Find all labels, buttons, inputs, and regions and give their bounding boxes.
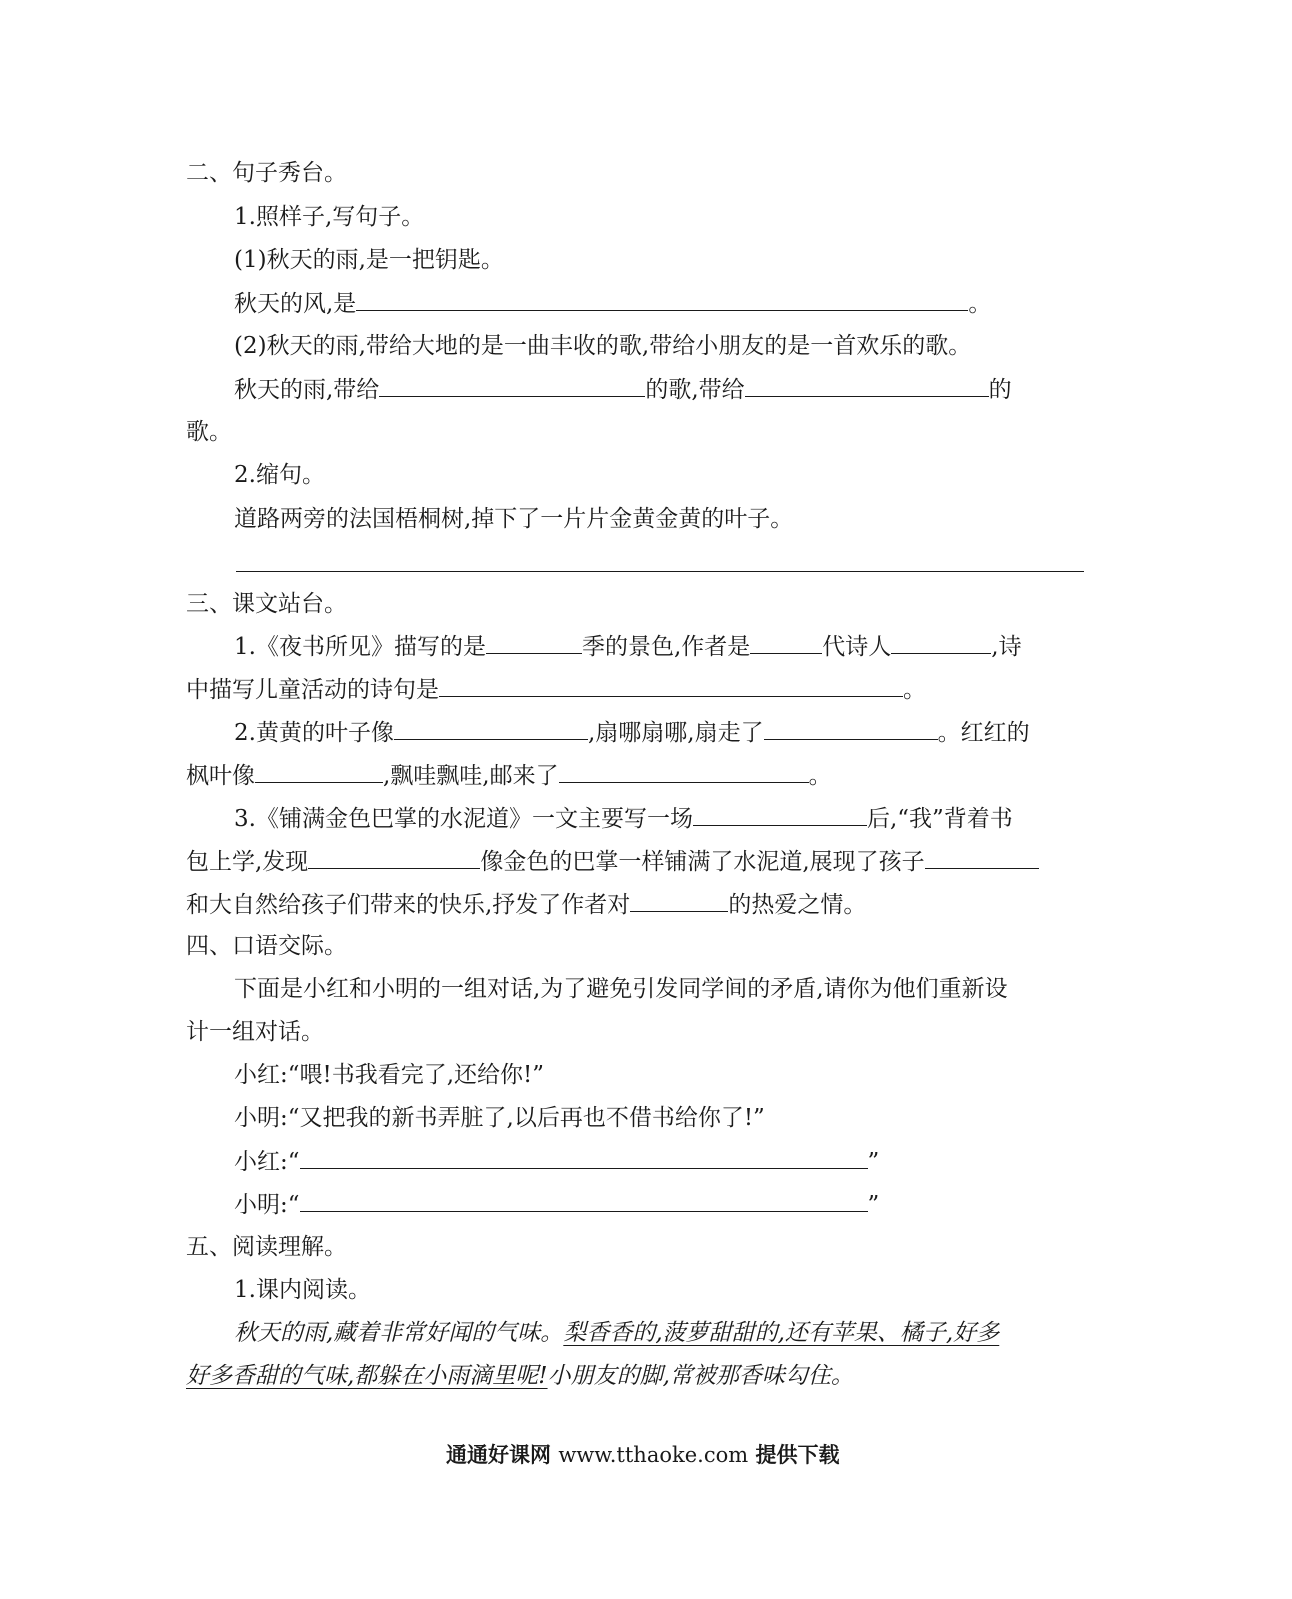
- s5-passage-underlined-b: 好多香甜的气味,都躲在小雨滴里呢!: [186, 1363, 548, 1389]
- footer-suffix: 提供下载: [755, 1443, 840, 1467]
- answer-blank[interactable]: [308, 846, 480, 869]
- section-2-heading: 二、句子秀台。: [186, 160, 347, 186]
- section-4-heading: 四、口语交际。: [186, 933, 347, 959]
- s3-q2-text-d: 枫叶像: [186, 763, 255, 789]
- answer-blank[interactable]: [745, 374, 989, 397]
- s3-q2-text-c: 。红红的: [937, 720, 1030, 746]
- s2-q1-title: 1.照样子,写句子。: [234, 204, 425, 230]
- s2-ex1-prefix: 秋天的风,是: [234, 291, 357, 317]
- s2-example-2-wrap: 歌。: [186, 419, 232, 445]
- s3-q2-text-b: ,扇哪扇哪,扇走了: [587, 720, 764, 746]
- s3-q3-line-1: [234, 803, 1013, 833]
- s5-passage-underlined-a: 梨香香的,菠萝甜甜的,还有苹果、橘子,好多: [563, 1320, 1000, 1346]
- s3-q2-text-e: ,飘哇飘哇,邮来了: [383, 763, 559, 789]
- s3-q1-line-1: [234, 631, 1022, 661]
- s2-example-1-fill-line: [234, 288, 991, 318]
- s2-ex2-part-c: 的: [988, 377, 1012, 403]
- answer-blank[interactable]: [300, 1146, 868, 1169]
- answer-blank[interactable]: [559, 760, 809, 783]
- s3-q1-text-d: ,诗: [991, 634, 1022, 660]
- s2-ex2-part-a: 秋天的雨,带给: [234, 377, 380, 403]
- s4-dialogue-1: 小红:“喂!书我看完了,还给你!”: [234, 1062, 545, 1088]
- s3-q2-text-f: 。: [808, 763, 832, 789]
- s4-d4-prefix: 小明:“: [234, 1192, 300, 1218]
- footer-brand: 通通好课网: [446, 1443, 551, 1467]
- s2-q2-title: 2.缩句。: [234, 462, 325, 488]
- answer-blank[interactable]: [356, 288, 968, 311]
- footer: [446, 1440, 839, 1470]
- s5-q1-title: 1.课内阅读。: [234, 1277, 371, 1303]
- s2-example-1: (1)秋天的雨,是一把钥匙。: [234, 247, 504, 273]
- s3-q1-text-a: 1.《夜书所见》描写的是: [234, 634, 486, 660]
- s3-q3-text-b: 后,“我”背着书: [866, 806, 1013, 832]
- s4-d4-suffix: ”: [867, 1192, 880, 1218]
- s3-q1-text-f: 。: [903, 677, 926, 703]
- s3-q3-line-2: [186, 846, 1039, 876]
- s5-passage-text-b: 小朋友的脚,常被那香味勾住。: [547, 1363, 854, 1389]
- s3-q3-text-f: 的热爱之情。: [728, 892, 867, 918]
- s2-example-2-fill-line: [234, 374, 1012, 404]
- s4-d3-prefix: 小红:“: [234, 1149, 300, 1175]
- answer-line[interactable]: [236, 571, 1084, 572]
- s4-intro-line-2: 计一组对话。: [186, 1019, 324, 1045]
- s4-dialogue-2: 小明:“又把我的新书弄脏了,以后再也不借书给你了!”: [234, 1105, 765, 1131]
- answer-blank[interactable]: [891, 631, 991, 654]
- answer-blank[interactable]: [764, 717, 938, 740]
- answer-blank[interactable]: [486, 631, 582, 654]
- s4-intro-line-1: 下面是小红和小明的一组对话,为了避免引发同学间的矛盾,请你为他们重新设: [234, 976, 1008, 1002]
- answer-blank[interactable]: [394, 717, 588, 740]
- answer-blank[interactable]: [439, 674, 903, 697]
- section-5-heading: 五、阅读理解。: [186, 1234, 347, 1260]
- s3-q1-text-b: 季的景色,作者是: [581, 634, 751, 660]
- s5-passage-line-1: [234, 1318, 999, 1348]
- s3-q1-text-e: 中描写儿童活动的诗句是: [186, 677, 439, 703]
- answer-blank[interactable]: [379, 374, 645, 397]
- answer-blank[interactable]: [693, 803, 867, 826]
- s3-q1-line-2: [186, 674, 926, 704]
- s3-q3-line-3: [186, 889, 866, 919]
- s3-q2-text-a: 2.黄黄的叶子像: [234, 720, 394, 746]
- s2-example-2: (2)秋天的雨,带给大地的是一曲丰收的歌,带给小朋友的是一首欢乐的歌。: [234, 333, 972, 359]
- s3-q3-text-a: 3.《铺满金色巴掌的水泥道》一文主要写一场: [234, 806, 693, 832]
- answer-blank[interactable]: [630, 889, 728, 912]
- s4-d3-suffix: ”: [867, 1149, 880, 1175]
- s3-q3-text-c: 包上学,发现: [186, 849, 309, 875]
- answer-blank[interactable]: [750, 631, 822, 654]
- s2-ex1-suffix: 。: [968, 291, 992, 317]
- s2-ex2-part-b: 的歌,带给: [645, 377, 745, 403]
- s3-q1-text-c: 代诗人: [822, 634, 892, 660]
- footer-url[interactable]: www.tthaoke.com: [558, 1443, 749, 1467]
- answer-blank[interactable]: [255, 760, 383, 783]
- answer-blank[interactable]: [300, 1189, 868, 1212]
- s3-q3-text-e: 和大自然给孩子们带来的快乐,抒发了作者对: [186, 892, 631, 918]
- s4-dialogue-4: [234, 1189, 879, 1219]
- s3-q2-line-2: [186, 760, 832, 790]
- s4-dialogue-3: [234, 1146, 879, 1176]
- s5-passage-line-2: [186, 1361, 854, 1391]
- s5-passage-text-a: 秋天的雨,藏着非常好闻的气味。: [234, 1320, 564, 1346]
- answer-blank[interactable]: [925, 846, 1039, 869]
- s3-q3-text-d: 像金色的巴掌一样铺满了水泥道,展现了孩子: [480, 849, 925, 875]
- section-3-heading: 三、课文站台。: [186, 591, 347, 617]
- s3-q2-line-1: [234, 717, 1030, 747]
- s2-q2-sentence: 道路两旁的法国梧桐树,掉下了一片片金黄金黄的叶子。: [234, 506, 794, 532]
